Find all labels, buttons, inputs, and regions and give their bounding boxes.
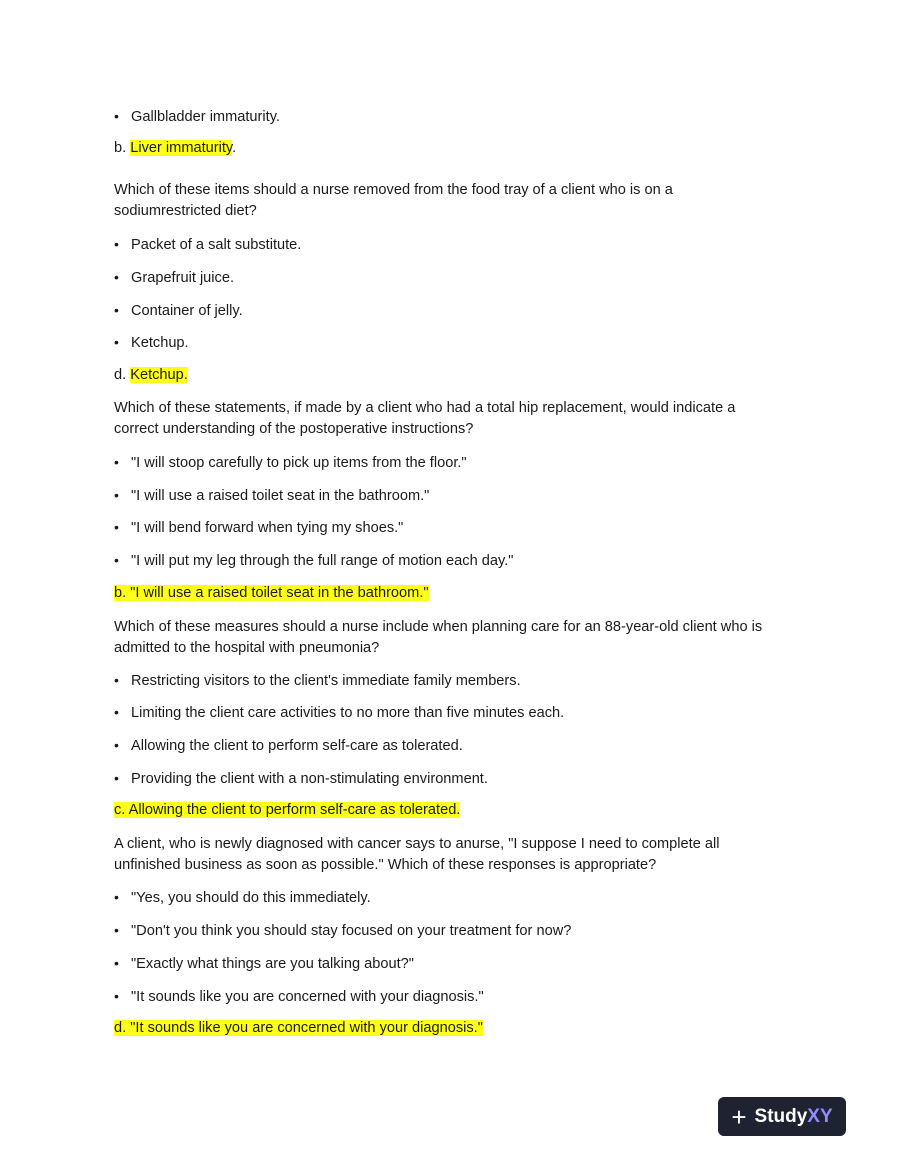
option-item	[114, 702, 564, 723]
option-item	[114, 485, 429, 506]
option-item	[114, 670, 521, 691]
option-text: Ketchup.	[131, 335, 189, 351]
question-text: Which of these measures should a nurse include when planning care for an 88-year-old client who is	[114, 619, 763, 635]
option-text: "It sounds like you are concerned with your diagnosis."	[131, 989, 484, 1005]
answer-suffix: .	[232, 140, 237, 156]
answer-line	[114, 583, 429, 603]
question-text: correct understanding of the postoperative instructions?	[114, 421, 474, 437]
option-item	[114, 234, 301, 255]
highlighted-answer: Ketchup.	[130, 367, 188, 383]
highlighted-answer: Liver immaturity	[130, 140, 233, 156]
option-text: Limiting the client care activities to no more than five minutes each.	[131, 705, 565, 721]
highlighted-answer: c. Allowing the client to perform self-care as tolerated.	[114, 802, 461, 818]
bullet-icon: •	[114, 737, 119, 753]
option-text: "I will stoop carefully to pick up items from the floor."	[131, 455, 467, 471]
bullet-icon: •	[114, 704, 119, 720]
question-text: sodiumrestricted diet?	[114, 203, 257, 219]
answer-prefix: d.	[114, 367, 131, 383]
answer-line	[114, 365, 188, 385]
studyxy-logo[interactable]	[718, 1097, 846, 1136]
option-text: "I will put my leg through the full range of motion each day."	[131, 553, 514, 569]
option-item	[114, 887, 371, 908]
bullet-icon: •	[114, 302, 119, 318]
option-item	[114, 332, 189, 353]
option-text: "Yes, you should do this immediately.	[131, 890, 371, 906]
bullet-icon: •	[114, 236, 119, 252]
option-text: "Exactly what things are you talking about?"	[131, 956, 414, 972]
option-item	[114, 735, 463, 756]
bullet-icon: •	[114, 519, 119, 535]
option-text: Grapefruit juice.	[131, 270, 235, 286]
bullet-icon: •	[114, 889, 119, 905]
question-text: unfinished business as soon as possible." Which of these responses is appropriate?	[114, 857, 657, 873]
option-text: "I will bend forward when tying my shoes."	[131, 520, 404, 536]
bullet-icon: •	[114, 454, 119, 470]
option-item	[114, 267, 234, 288]
option-item	[114, 768, 488, 789]
question-text: admitted to the hospital with pneumonia?	[114, 640, 380, 656]
option-item	[114, 452, 467, 473]
option-item	[114, 920, 571, 941]
bullet-icon: •	[114, 269, 119, 285]
option-item	[114, 550, 513, 571]
option-text: "I will use a raised toilet seat in the bathroom."	[131, 488, 430, 504]
option-item	[114, 517, 403, 538]
option-item	[114, 986, 484, 1007]
option-text: Gallbladder immaturity.	[131, 109, 280, 125]
option-text: "Don't you think you should stay focused on your treatment for now?	[131, 923, 572, 939]
option-item	[114, 300, 243, 321]
bullet-icon: •	[114, 487, 119, 503]
answer-line	[114, 1018, 483, 1038]
bullet-icon: •	[114, 922, 119, 938]
bullet-icon: •	[114, 552, 119, 568]
answer-line	[114, 800, 460, 820]
bullet-icon: •	[114, 770, 119, 786]
option-text: Allowing the client to perform self-care as tolerated.	[131, 738, 463, 754]
question-text: Which of these items should a nurse removed from the food tray of a client who is on a	[114, 182, 673, 198]
option-text: Container of jelly.	[131, 303, 243, 319]
answer-line	[114, 138, 236, 158]
logo-text: StudyXY	[754, 1105, 833, 1127]
question-text: Which of these statements, if made by a client who had a total hip replacement, would indicate a	[114, 400, 736, 416]
question-text: A client, who is newly diagnosed with cancer says to anurse, "I suppose I need to complete all	[114, 836, 720, 852]
bullet-icon: •	[114, 988, 119, 1004]
bullet-icon: •	[114, 108, 119, 124]
highlighted-answer: d. "It sounds like you are concerned with your diagnosis."	[114, 1020, 483, 1036]
highlighted-answer: b. "I will use a raised toilet seat in the bathroom."	[114, 585, 429, 601]
bullet-icon: •	[114, 672, 119, 688]
bullet-icon: •	[114, 334, 119, 350]
bullet-icon: •	[114, 955, 119, 971]
option-text: Providing the client with a non-stimulating environment.	[131, 771, 488, 787]
option-item	[114, 953, 414, 974]
answer-prefix: b.	[114, 140, 131, 156]
plus-icon: +	[731, 1101, 747, 1132]
option-text: Restricting visitors to the client's immediate family members.	[131, 673, 521, 689]
option-item	[114, 106, 280, 127]
option-text: Packet of a salt substitute.	[131, 237, 302, 253]
